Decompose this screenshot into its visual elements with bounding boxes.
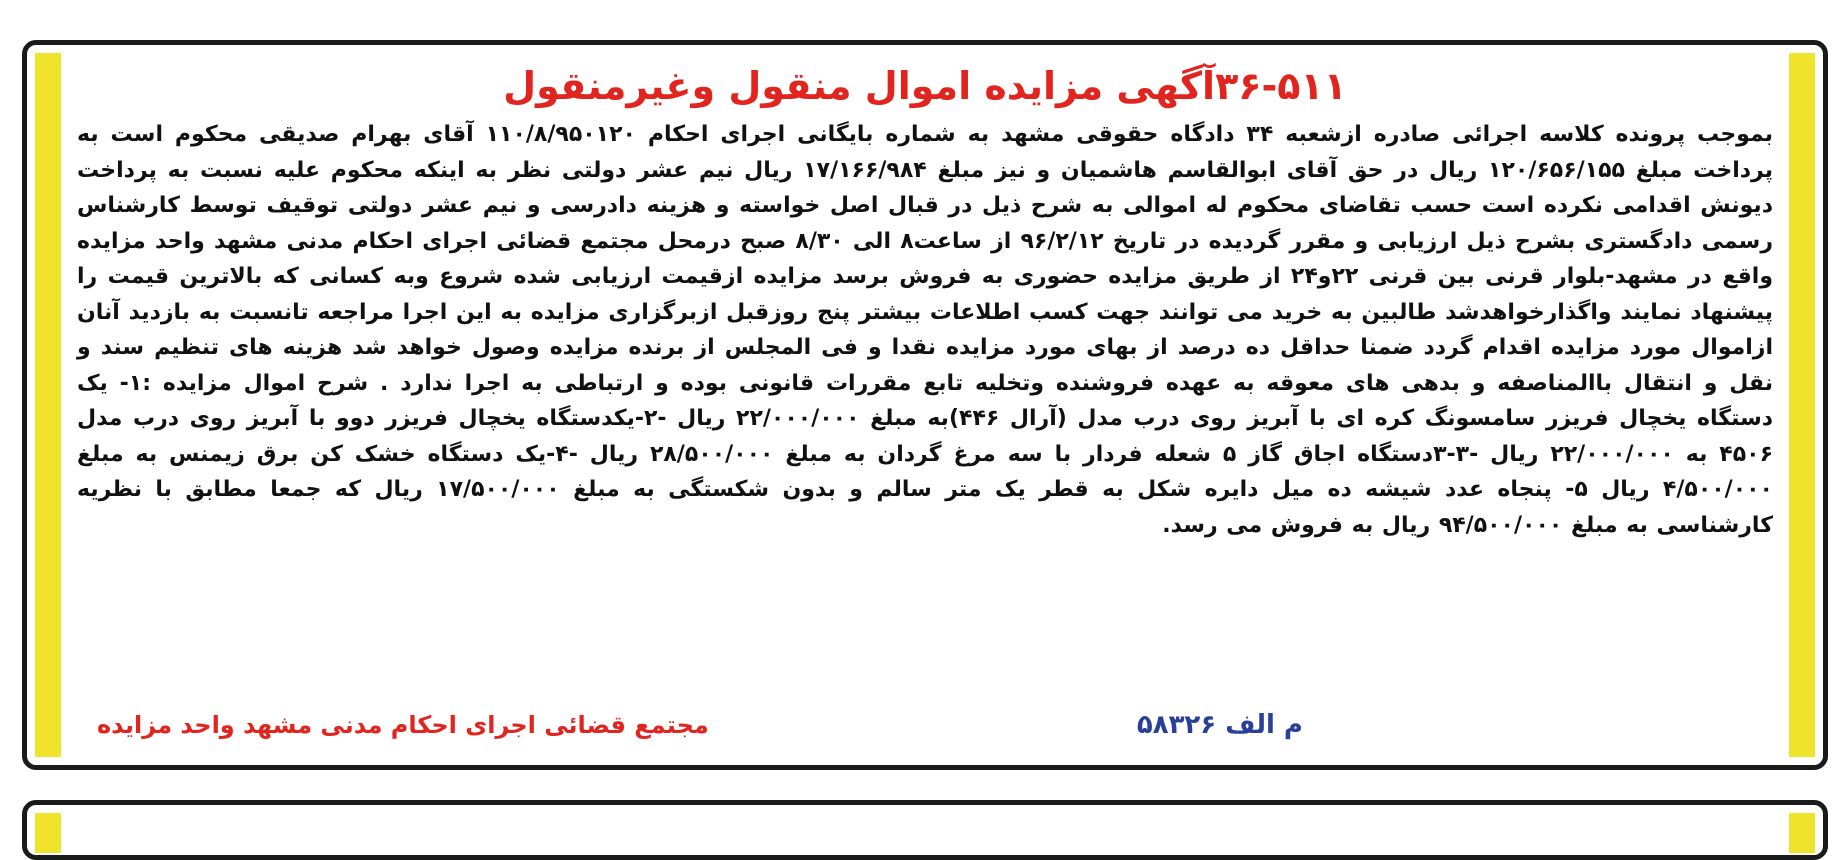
notice-content bbox=[77, 59, 1773, 755]
next-left-yellow-bar bbox=[35, 813, 61, 853]
notice-body: بموجب پرونده کلاسه اجرائی صادره ازشعبه ۳۴ دادگاه حقوقی مشهد به شماره بایگانی اجرای احکام ۱۱۰/۸/۹۵۰۱۲۰ آقای بهرام صدیقی محکوم است به پرداخت مبلغ ۱۲۰/۶۵۶/۱۵۵ ریال در حق آقای ابوالقاسم هاشمیان و نیز مبلغ ۱۷/۱۶۶/۹۸۴ ریال نیم عشر دولتی نظر به اینکه محکوم علیه نسبت به پرداخت دیونش اقدامی نکرده است حسب تقاضای محکوم له اموالی به شرح ذیل در قبال اصل خواسته و هزینه دادرسی و نیم عشر دولتی توقیف توسط کارشناس رسمی دادگستری بشرح ذیل ارزیابی و مقرر گردیده در تاریخ ۹۶/۲/۱۲ از ساعت۸ الی ۸/۳۰ صبح درمحل مجتمع قضائی اجرای احکام مدنی مشهد واحد مزایده واقع در مشهد-بلوار قرنی بین قرنی ۲۲و۲۴ از طریق مزایده حضوری به فروش برسد مزایده ازقیمت ارزیابی شده شروع وبه کسانی که بالاترین قیمت را پیشنهاد نمایند واگذارخواهدشد طالبین به خرید می توانند جهت کسب اطلاعات بیشتر پنج روزقبل ازبرگزاری مزایده به این اجرا مراجعه تانسبت به بازدید آنان ازاموال مورد مزایده اقدام گردد ضمنا حداقل ده درصد از بهای مورد مزایده نقدا و فی المجلس از برنده مزایده وصول خواهد شد هزینه های تنظیم سند و نقل و انتقال باالمناصفه و بدهی های معوقه به عهده فروشنده وتخلیه تابع مقررات قانونی بوده و ارتباطی به اجرا ندارد . شرح اموال مزایده :۱- یک دستگاه یخچال فریزر سامسونگ کره ای با آبریز روی درب مدل (آرال ۴۴۶)به مبلغ ۲۲/۰۰۰/۰۰۰ ریال -۲-یکدستگاه یخچال فریزر دوو با آبریز روی درب مدل ۴۵۰۶ به ۲۲/۰۰۰/۰۰۰ ریال -۳-۳دستگاه اجاق گاز ۵ شعله فردار با سه مرغ گردان به مبلغ ۲۸/۵۰۰/۰۰۰ ریال -۴-یک دستگاه خشک کن برق زیمنس به مبلغ ۴/۵۰۰/۰۰۰ ریال ۵- پنجاه عدد شیشه ده میل دایره شکل به قطر یک متر سالم و بدون شکستگی به مبلغ ۱۷/۵۰۰/۰۰۰ ریال که جمعا مطابق با نظریه کارشناسی به مبلغ ۹۴/۵۰۰/۰۰۰ ریال به فروش می رسد. bbox=[77, 122, 1774, 538]
next-right-yellow-bar bbox=[1789, 813, 1815, 853]
notice-title: ۳۶-۵۱۱آگهی مزایده اموال منقول وغیرمنقول bbox=[503, 64, 1347, 108]
notice-footer bbox=[77, 707, 1773, 743]
left-yellow-bar bbox=[35, 53, 61, 757]
notice-code: م الف ۵۸۳۲۶ bbox=[1136, 710, 1303, 740]
right-yellow-bar bbox=[1789, 53, 1815, 757]
issuing-organization: مجتمع قضائی اجرای احکام مدنی مشهد واحد مزایده bbox=[97, 711, 709, 739]
notice-frame bbox=[22, 40, 1828, 770]
next-notice-frame bbox=[22, 800, 1828, 860]
